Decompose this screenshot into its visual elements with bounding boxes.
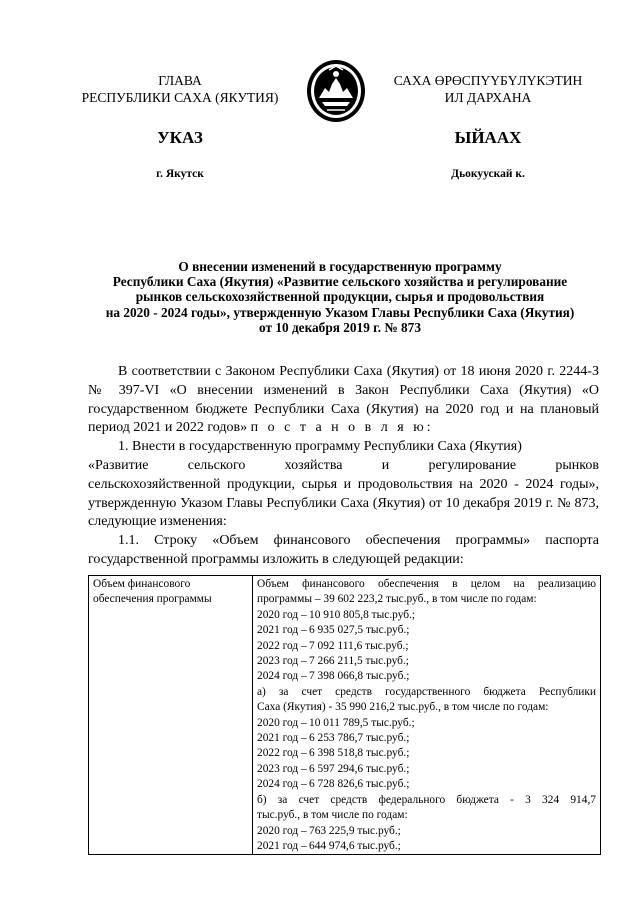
title-line: от 10 декабря 2019 г. № 873: [259, 319, 421, 335]
issuer-sah: [378, 72, 598, 106]
state-line2: Саха (Якутия) - 35 990 216,2 тыс.руб., в том числе по годам:: [257, 701, 549, 714]
decree-body: [88, 363, 599, 570]
federal-line2: тыс.руб., в том числе по годам:: [257, 809, 408, 822]
doc-type-sah: ЫЙААХ: [454, 128, 522, 147]
year-line: 2020 год – 10 910 805,8 тыс.руб.;: [257, 608, 416, 621]
year-line: 2020 год – 763 225,9 тыс.руб.;: [257, 824, 401, 837]
federal-line1: б) за счет средств федерального бюджета - 3 324 914,7: [257, 793, 596, 806]
issuer-ru-line2: РЕСПУБЛИКИ САХА (ЯКУТИЯ): [81, 90, 279, 105]
state-line1: а) за счет средств государственного бюджета Республики: [257, 685, 596, 698]
title-line: рынков сельскохозяйственной продукции, сырья и продовольствия: [135, 289, 545, 305]
year-line: 2024 год – 6 728 826,6 тыс.руб.;: [257, 778, 410, 791]
total-line1: Объем финансового обеспечения в целом на реализацию: [257, 578, 596, 590]
preamble-text: В соответствии с Законом Республики Саха (Якутия) от 18 июня 2020 г. 2244-З № 397-VI «О внесении изменений в Закон Республики Саха (Якутия) «О государственном бюджете Республики Саха (Якутия) на 2020 год и на плановый период 2021 и 2022 годов»: [88, 364, 599, 436]
year-line: 2022 год – 7 092 111,6 тыс.руб.;: [257, 639, 409, 652]
city-ru: г. Якутск: [156, 168, 204, 180]
city-sah: Дьокуускай к.: [451, 168, 525, 180]
coat-of-arms-icon: [305, 58, 367, 124]
issuer-ru: [60, 72, 300, 106]
year-line: 2024 год – 7 398 066,8 тыс.руб.;: [257, 670, 410, 683]
doc-type-ru: УКАЗ: [157, 128, 203, 147]
issuer-ru-line1: ГЛАВА: [158, 73, 202, 88]
title-line: О внесении изменений в государственную программу: [178, 259, 502, 274]
item1-rest: сельскохозяйственной продукции, сырья и продовольствия на 2020 - 2024 годы», утвержденную Указом Главы Республики Саха (Якутия) от 10 декабря 2019 г. № 873, следующие изменения:: [88, 476, 599, 530]
issuer-sah-line1: САХА ӨРӨСПҮҮБҮЛҮКЭТИН: [393, 73, 583, 88]
row-label: Объем финансового обеспечения программы: [89, 576, 253, 855]
issuer-sah-line2: ИЛ ДАРХАНА: [444, 90, 532, 105]
year-line: 2021 год – 6 935 027,5 тыс.руб.;: [257, 624, 410, 637]
year-line: 2021 год – 6 253 786,7 тыс.руб.;: [257, 732, 410, 745]
preamble-paragraph: [88, 363, 599, 438]
financing-table: [88, 575, 601, 855]
row-value: [253, 576, 601, 855]
total-line2: программы – 39 602 223,2 тыс.руб., в том числе по годам:: [257, 593, 537, 606]
year-line: 2023 год – 7 266 211,5 тыс.руб.;: [257, 655, 409, 668]
item1-line2: «Развитие сельского хозяйства и регулирование рынков: [88, 457, 599, 473]
table-row: [89, 576, 601, 855]
item1-1-paragraph: 1.1. Строку «Объем финансового обеспечения программы» паспорта государственной программы изложить в следующей редакции:: [88, 533, 599, 567]
year-line: 2021 год – 644 974,6 тыс.руб.;: [257, 839, 401, 852]
item1-line1: 1. Внести в государственную программу Республики Саха (Якутия): [118, 439, 522, 455]
decree-title: [85, 259, 595, 335]
year-line: 2020 год – 10 011 789,5 тыс.руб.;: [257, 716, 415, 729]
year-line: 2022 год – 6 398 518,8 тыс.руб.;: [257, 747, 410, 760]
year-line: 2023 год – 6 597 294,6 тыс.руб.;: [257, 762, 410, 775]
title-line: на 2020 - 2024 годы», утвержденную Указом Главы Республики Саха (Якутия): [105, 304, 575, 320]
title-line: Республики Саха (Якутия) «Развитие сельского хозяйства и регулирование: [112, 274, 568, 290]
resolve-text: п о с т а н о в л я ю:: [250, 420, 434, 436]
